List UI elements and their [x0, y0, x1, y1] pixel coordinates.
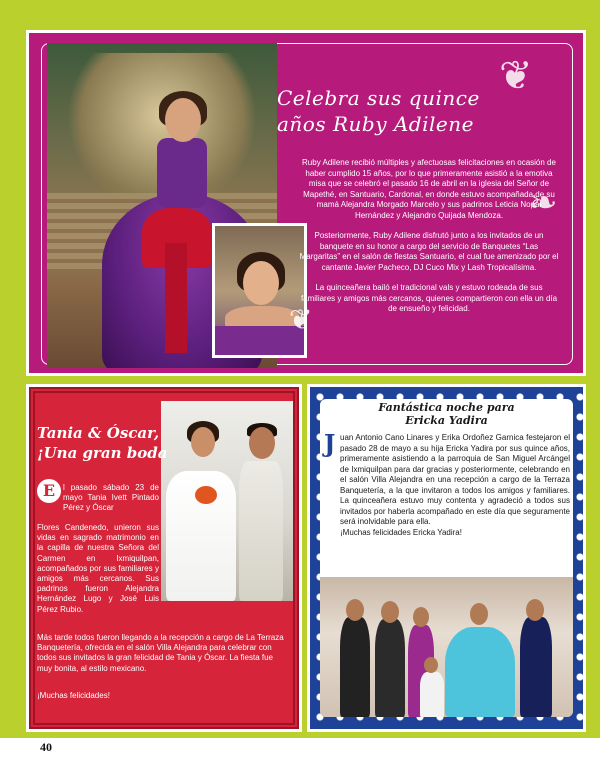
body-text: uan Antonio Cano Linares y Erika Ordoñez Garnica festejaron el pasado 28 de mayo a su hija Ericka Yadira por sus quince años, primeramente asistiendo a la parroquia de San Miguel Arcángel de Ixmiquilpan para dar gracias y posteriormente, celebrando en el salón Villa Alejandra en una recepción a cargo de la Terraza Banquetería, a la que invitaron a todos los amigos y familiares. La quinceañera estuvo muy contenta y agradeció a todos sus invitados por haberla acompañado en este día que seguramente será inolvidable para ella. [340, 433, 570, 526]
paragraph: Ruby Adilene recibió múltiples y afectuosas felicitaciones en ocasión de haber cumplido 15 años, por lo que primeramente asistió a la emotiva misa que se celebró el pasado 16 de abril en la iglesia del Señor de Mapethé, en Santuario, Cardonal, en donde estuvo acompañada de su mamá Alejandra Morgado Marcelo y sus padrinos Leticia Nopal Hernández y Alejandro Quijada Mendoza. [302, 158, 556, 220]
dropcap: E [37, 479, 61, 503]
quince-ruby-article [26, 30, 586, 376]
wedding-tania-oscar-article [26, 384, 302, 732]
dropcap: J [324, 429, 336, 458]
swirl-ornament-icon: ❦ [499, 53, 533, 99]
article-body: Más tarde todos fueron llegando a la recepción a cargo de La Terraza Banquetería, ofrecida en el salón Villa Alejandra para celebrar con todos sus invitados la gran felicidad de Tania y Óscar. La fiesta fue muy bonita, al estilo mexicano. [37, 633, 284, 673]
closing-text: ¡Muchas felicidades Ericka Yadira! [340, 527, 462, 537]
title-line-2: Ericka Yadira [405, 414, 488, 427]
swirl-ornament-icon: ❧ [529, 183, 558, 223]
article-body [299, 158, 559, 325]
family-group-photo [320, 577, 573, 717]
lead-text: l pasado sábado 23 de mayo Tania Ivett Pintado Pérez y Óscar [63, 483, 159, 513]
title-line-2: años Ruby Adilene [277, 112, 474, 136]
title-line-2: ¡Una gran boda [37, 444, 168, 462]
quince-ericka-article [307, 384, 586, 732]
article-card [320, 399, 573, 717]
page-footer [0, 738, 600, 769]
closing-text: ¡Muchas felicidades! [37, 691, 110, 700]
article-title [320, 401, 573, 427]
page-number: 40 [40, 740, 52, 754]
title-line-1: Fantástica noche para [378, 401, 515, 414]
swirl-ornament-icon: ❦ [289, 303, 313, 336]
article-body: Flores Candenedo, unieron sus vidas en sagrado matrimonio en la capilla de nuestra Señora del Carmen en Ixmiquilpan, acompañados por sus familiares y amigos más cercanos. Sus padrinos fueron Alejandra Hernández Lugo y José Luis Pérez Rubio. [37, 523, 159, 614]
title-line-1: Celebra sus quince [277, 86, 480, 110]
paragraph: La quinceañera bailó el tradicional vals y estuvo rodeada de sus familiares y amigos más cercanos, quienes compartieron con ella un día de ensueño y felicidad. [300, 283, 558, 313]
paragraph: Posteriormente, Ruby Adilene disfrutó junto a los invitados de un banquete en su honor a cargo del servicio de Banquetes “Las Margaritas” en el salón de fiestas Santuario, el cual fue amenizado por el cantante Javier Pacheco, DJ Cuco Mix y Lash Tropicalísima. [299, 231, 559, 272]
wedding-couple-photo [161, 401, 293, 601]
article-body [340, 433, 570, 538]
article-title [277, 85, 480, 137]
quinceanera-closeup-photo [212, 223, 307, 358]
article-title [37, 423, 167, 463]
title-line-1: Tania & Óscar, [37, 424, 160, 442]
